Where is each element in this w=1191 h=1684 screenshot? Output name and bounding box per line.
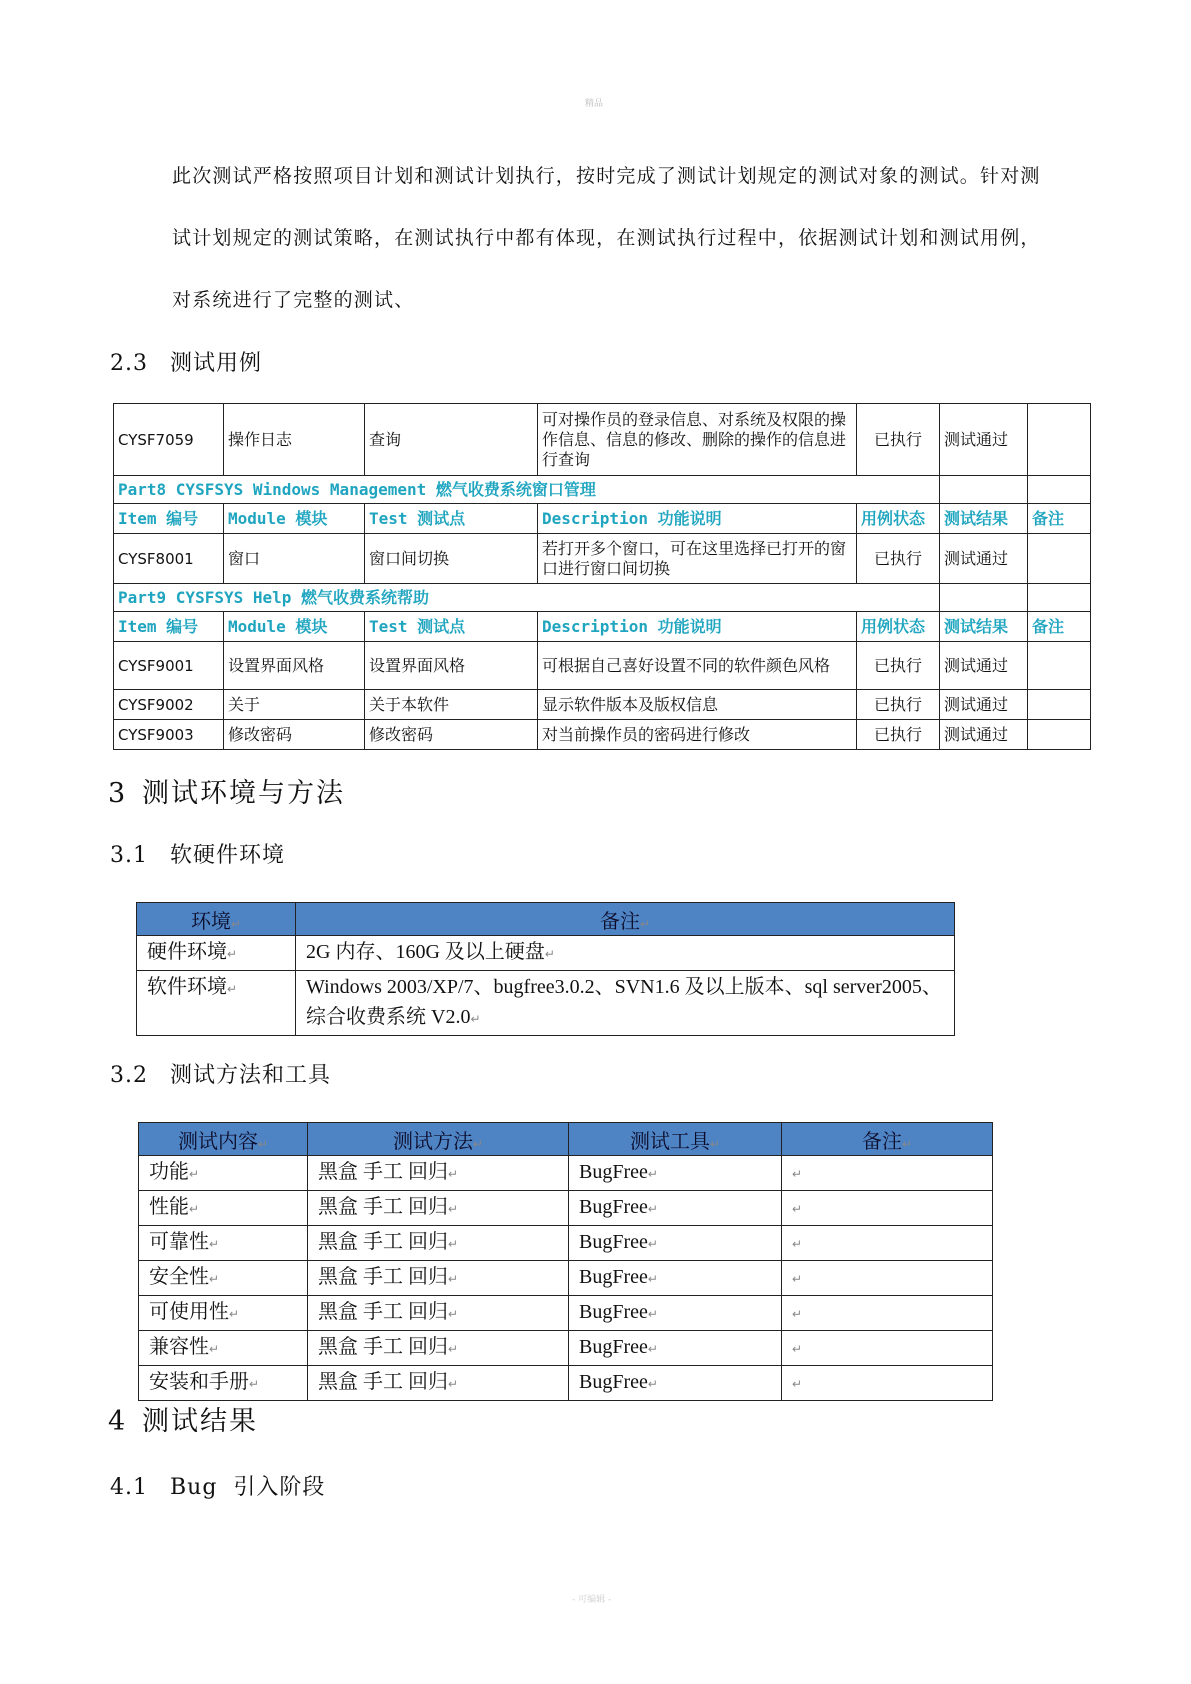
col-header-note: 备注 xyxy=(1028,504,1091,534)
case-module: 修改密码 xyxy=(224,720,365,750)
method-approach: 黑盒 手工 回归↵ xyxy=(308,1261,569,1296)
test-method-table xyxy=(138,1122,993,1401)
method-note: ↵ xyxy=(782,1261,993,1296)
case-id: CYSF9002 xyxy=(114,690,224,720)
empty-cell xyxy=(1028,476,1091,504)
table-row xyxy=(139,1296,993,1331)
heading-3 xyxy=(108,771,345,810)
method-note: ↵ xyxy=(782,1226,993,1261)
case-description: 可根据自己喜好设置不同的软件颜色风格 xyxy=(538,642,857,690)
case-test-point: 关于本软件 xyxy=(365,690,538,720)
heading-title: 测试环境与方法 xyxy=(142,778,345,809)
env-note: 2G 内存、160G 及以上硬盘↵ xyxy=(296,936,955,971)
case-status: 已执行 xyxy=(857,404,940,476)
table-row xyxy=(114,720,1091,750)
case-test-point: 查询 xyxy=(365,404,538,476)
case-id: CYSF7059 xyxy=(114,404,224,476)
case-test-point: 设置界面风格 xyxy=(365,642,538,690)
table-row xyxy=(137,971,955,1036)
col-header-note: 备注 xyxy=(1028,612,1091,642)
method-approach: 黑盒 手工 回归↵ xyxy=(308,1156,569,1191)
col-header-status: 用例状态 xyxy=(857,504,940,534)
col-header-tool: 测试工具↵ xyxy=(569,1123,782,1156)
case-test-point: 窗口间切换 xyxy=(365,534,538,584)
heading-4 xyxy=(108,1399,258,1438)
method-note: ↵ xyxy=(782,1331,993,1366)
test-case-table xyxy=(113,403,1091,750)
environment-table xyxy=(136,902,955,1036)
col-header-module: Module 模块 xyxy=(224,612,365,642)
case-note xyxy=(1028,404,1091,476)
method-tool: BugFree↵ xyxy=(569,1226,782,1261)
method-content: 兼容性↵ xyxy=(139,1331,308,1366)
case-module: 设置界面风格 xyxy=(224,642,365,690)
case-description: 若打开多个窗口，可在这里选择已打开的窗口进行窗口间切换 xyxy=(538,534,857,584)
table-row xyxy=(137,936,955,971)
case-note xyxy=(1028,720,1091,750)
heading-2-3 xyxy=(110,346,262,377)
case-note xyxy=(1028,642,1091,690)
method-note: ↵ xyxy=(782,1191,993,1226)
heading-number: 4.1 xyxy=(110,1475,148,1500)
table-header-row xyxy=(139,1123,993,1156)
col-header-result: 测试结果 xyxy=(940,504,1028,534)
method-approach: 黑盒 手工 回归↵ xyxy=(308,1331,569,1366)
col-header-module: Module 模块 xyxy=(224,504,365,534)
case-module: 操作日志 xyxy=(224,404,365,476)
case-description: 显示软件版本及版权信息 xyxy=(538,690,857,720)
table-row xyxy=(114,642,1091,690)
heading-4-1 xyxy=(110,1470,325,1501)
col-header-note: 备注↵ xyxy=(296,903,955,936)
column-header-row xyxy=(114,612,1091,642)
case-result: 测试通过 xyxy=(940,534,1028,584)
method-tool: BugFree↵ xyxy=(569,1331,782,1366)
case-note xyxy=(1028,690,1091,720)
heading-3-2 xyxy=(110,1058,331,1089)
col-header-description: Description 功能说明 xyxy=(538,612,857,642)
case-result: 测试通过 xyxy=(940,642,1028,690)
env-name: 软件环境↵ xyxy=(137,971,296,1036)
col-header-environment: 环境↵ xyxy=(137,903,296,936)
col-header-method: 测试方法↵ xyxy=(308,1123,569,1156)
case-id: CYSF9003 xyxy=(114,720,224,750)
method-approach: 黑盒 手工 回归↵ xyxy=(308,1366,569,1401)
col-header-status: 用例状态 xyxy=(857,612,940,642)
case-result: 测试通过 xyxy=(940,404,1028,476)
heading-number: 3 xyxy=(108,778,128,809)
method-tool: BugFree↵ xyxy=(569,1261,782,1296)
method-tool: BugFree↵ xyxy=(569,1296,782,1331)
col-header-item: Item 编号 xyxy=(114,504,224,534)
col-header-note: 备注↵ xyxy=(782,1123,993,1156)
intro-line-3: 对系统进行了完整的测试、 xyxy=(172,289,415,311)
case-module: 窗口 xyxy=(224,534,365,584)
table-row xyxy=(139,1156,993,1191)
table-header-row xyxy=(137,903,955,936)
method-note: ↵ xyxy=(782,1296,993,1331)
col-header-result: 测试结果 xyxy=(940,612,1028,642)
method-note: ↵ xyxy=(782,1366,993,1401)
method-note: ↵ xyxy=(782,1156,993,1191)
method-approach: 黑盒 手工 回归↵ xyxy=(308,1191,569,1226)
case-module: 关于 xyxy=(224,690,365,720)
case-test-point: 修改密码 xyxy=(365,720,538,750)
column-header-row xyxy=(114,504,1091,534)
col-header-test: Test 测试点 xyxy=(365,612,538,642)
heading-number: 3.2 xyxy=(110,1063,148,1088)
method-content: 可靠性↵ xyxy=(139,1226,308,1261)
case-note xyxy=(1028,534,1091,584)
table-row xyxy=(139,1191,993,1226)
method-approach: 黑盒 手工 回归↵ xyxy=(308,1296,569,1331)
page-header-mark: 精品 xyxy=(585,99,604,109)
case-status: 已执行 xyxy=(857,534,940,584)
table-row xyxy=(114,534,1091,584)
case-status: 已执行 xyxy=(857,642,940,690)
col-header-item: Item 编号 xyxy=(114,612,224,642)
empty-cell xyxy=(1028,584,1091,612)
method-tool: BugFree↵ xyxy=(569,1366,782,1401)
part-title: Part8 CYSFSYS Windows Management 燃气收费系统窗口管理 xyxy=(114,476,940,504)
page-footer-mark: - 可编辑 - xyxy=(572,1595,612,1605)
intro-line-1: 此次测试严格按照项目计划和测试计划执行，按时完成了测试计划规定的测试对象的测试。针对测 xyxy=(172,165,1041,187)
env-name: 硬件环境↵ xyxy=(137,936,296,971)
method-tool: BugFree↵ xyxy=(569,1156,782,1191)
table-row xyxy=(139,1226,993,1261)
case-result: 测试通过 xyxy=(940,690,1028,720)
table-row xyxy=(139,1366,993,1401)
heading-number: 2.3 xyxy=(110,351,148,376)
heading-title: 测试结果 xyxy=(142,1406,258,1437)
method-approach: 黑盒 手工 回归↵ xyxy=(308,1226,569,1261)
method-content: 安全性↵ xyxy=(139,1261,308,1296)
part-row xyxy=(114,476,1091,504)
method-content: 功能↵ xyxy=(139,1156,308,1191)
case-status: 已执行 xyxy=(857,720,940,750)
case-id: CYSF8001 xyxy=(114,534,224,584)
case-result: 测试通过 xyxy=(940,720,1028,750)
case-description: 可对操作员的登录信息、对系统及权限的操作信息、信息的修改、删除的操作的信息进行查询 xyxy=(538,404,857,476)
method-content: 性能↵ xyxy=(139,1191,308,1226)
heading-number: 3.1 xyxy=(110,843,148,868)
part-row xyxy=(114,584,1091,612)
case-id: CYSF9001 xyxy=(114,642,224,690)
table-row xyxy=(139,1331,993,1366)
env-note: Windows 2003/XP/7、bugfree3.0.2、SVN1.6 及以上版本、sql server2005、综合收费系统 V2.0↵ xyxy=(296,971,955,1036)
case-description: 对当前操作员的密码进行修改 xyxy=(538,720,857,750)
col-header-content: 测试内容↵ xyxy=(139,1123,308,1156)
table-row xyxy=(114,404,1091,476)
heading-title: 测试方法和工具 xyxy=(170,1063,332,1088)
heading-title: 测试用例 xyxy=(170,351,263,376)
empty-cell xyxy=(940,476,1028,504)
heading-3-1 xyxy=(110,838,285,869)
table-row xyxy=(114,690,1091,720)
heading-title: Bug 引入阶段 xyxy=(170,1475,326,1500)
case-status: 已执行 xyxy=(857,690,940,720)
heading-number: 4 xyxy=(108,1406,128,1437)
heading-title: 软硬件环境 xyxy=(170,843,286,868)
method-tool: BugFree↵ xyxy=(569,1191,782,1226)
col-header-description: Description 功能说明 xyxy=(538,504,857,534)
empty-cell xyxy=(940,584,1028,612)
part-title: Part9 CYSFSYS Help 燃气收费系统帮助 xyxy=(114,584,940,612)
col-header-test: Test 测试点 xyxy=(365,504,538,534)
table-row xyxy=(139,1261,993,1296)
method-content: 可使用性↵ xyxy=(139,1296,308,1331)
intro-line-2: 试计划规定的测试策略，在测试执行中都有体现，在测试执行过程中，依据测试计划和测试用例， xyxy=(172,227,1041,249)
method-content: 安装和手册↵ xyxy=(139,1366,308,1401)
